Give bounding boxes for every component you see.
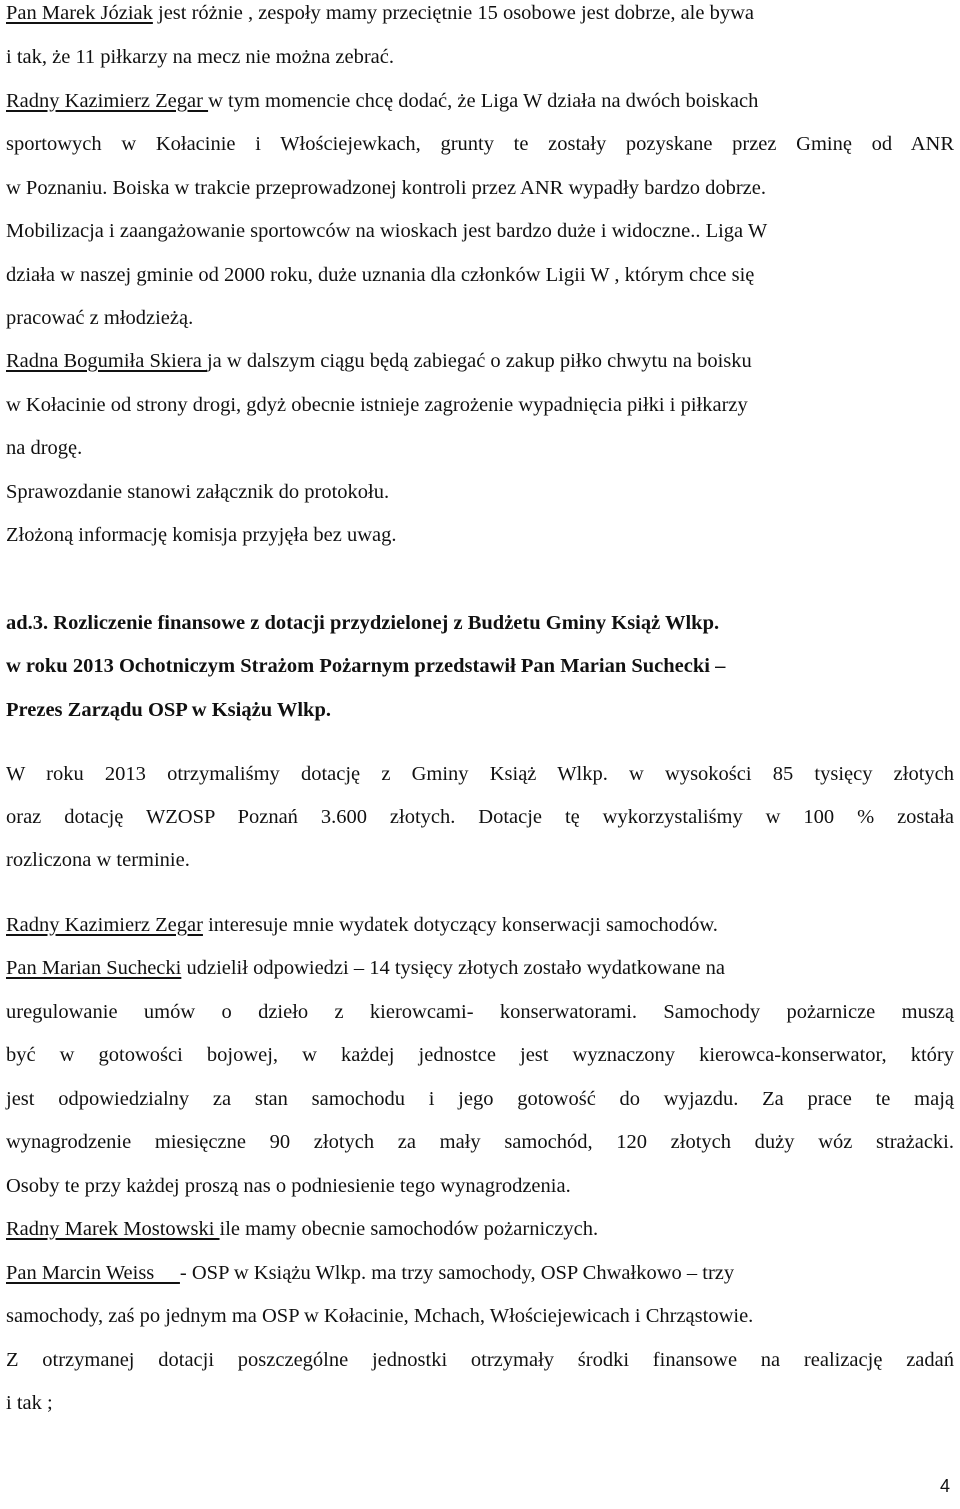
paragraph-text: jest różnie , zespoły mamy przeciętnie 15 osobowe jest dobrze, ale bywa bbox=[152, 2, 755, 24]
paragraph-line: być w gotowości bojowej, w każdej jednostce jest wyznaczony kierowca-konserwator, który bbox=[6, 1044, 954, 1066]
paragraph-line: jest odpowiedzialny za stan samochodu i jego gotowość do wyjazdu. Za prace te mają bbox=[6, 1088, 954, 1110]
paragraph-line: i tak, że 11 piłkarzy na mecz nie można zebrać. bbox=[6, 46, 394, 68]
section-heading: ad.3. Rozliczenie finansowe z dotacji przydzielonej z Budżetu Gminy Książ Wlkp. bbox=[6, 612, 720, 634]
paragraph-line: Złożoną informację komisja przyjęła bez uwag. bbox=[6, 524, 397, 546]
paragraph-text: w tym momencie chcę dodać, że Liga W działa na dwóch boiskach bbox=[208, 90, 759, 112]
paragraph-text: udzielił odpowiedzi – 14 tysięcy złotych zostało wydatkowane na bbox=[181, 957, 726, 979]
paragraph-line: i tak ; bbox=[6, 1392, 53, 1414]
speaker-name: Pan Marek Józiak bbox=[6, 2, 153, 24]
paragraph-line bbox=[6, 88, 954, 114]
speaker-name: Radny Marek Mostowski bbox=[6, 1218, 220, 1240]
paragraph-line bbox=[6, 1216, 954, 1242]
paragraph-line: uregulowanie umów o dzieło z kierowcami- konserwatorami. Samochody pożarnicze muszą bbox=[6, 1001, 954, 1023]
paragraph-text: - OSP w Książu Wlkp. ma trzy samochody, OSP Chwałkowo – trzy bbox=[179, 1262, 735, 1284]
paragraph-line: rozliczona w terminie. bbox=[6, 849, 190, 871]
paragraph-text: ja w dalszym ciągu będą zabiegać o zakup piłko chwytu na boisku bbox=[206, 350, 752, 372]
paragraph-line: samochody, zaś po jednym ma OSP w Kołacinie, Mchach, Włościejewicach i Chrząstowie. bbox=[6, 1305, 754, 1327]
paragraph-line bbox=[6, 0, 954, 26]
speaker-name: Pan Marcin Weiss bbox=[6, 1262, 180, 1284]
paragraph-line: w Kołacinie od strony drogi, gdyż obecnie istnieje zagrożenie wypadnięcia piłki i piłkarzy bbox=[6, 394, 748, 416]
paragraph-line bbox=[6, 1260, 954, 1286]
paragraph-line: na drogę. bbox=[6, 437, 83, 459]
paragraph-line: w Poznaniu. Boiska w trakcie przeprowadzonej kontroli przez ANR wypadły bardzo dobrze. bbox=[6, 177, 766, 199]
paragraph-line: Osoby te przy każdej proszą nas o podniesienie tego wynagrodzenia. bbox=[6, 1175, 571, 1197]
speaker-name: Radna Bogumiła Skiera bbox=[6, 350, 207, 372]
paragraph-line: sportowych w Kołacinie i Włościejewkach, grunty te zostały pozyskane przez Gminę od ANR bbox=[6, 133, 954, 155]
paragraph-line: pracować z młodzieżą. bbox=[6, 307, 194, 329]
paragraph-line: Sprawozdanie stanowi załącznik do protokołu. bbox=[6, 481, 390, 503]
section-heading: Prezes Zarządu OSP w Książu Wlkp. bbox=[6, 699, 331, 721]
speaker-name: Radny Kazimierz Zegar bbox=[6, 914, 203, 936]
paragraph-text: ile mamy obecnie samochodów pożarniczych. bbox=[219, 1218, 599, 1240]
page-number: 4 bbox=[939, 1476, 950, 1496]
paragraph-line: wynagrodzenie miesięczne 90 złotych za mały samochód, 120 złotych duży wóz strażacki. bbox=[6, 1131, 954, 1153]
paragraph-line: W roku 2013 otrzymaliśmy dotację z Gminy Książ Wlkp. w wysokości 85 tysięcy złotych bbox=[6, 763, 954, 785]
paragraph-line bbox=[6, 348, 954, 374]
paragraph-line bbox=[6, 955, 954, 981]
paragraph-text: interesuje mnie wydatek dotyczący konserwacji samochodów. bbox=[202, 914, 718, 936]
paragraph-line: działa w naszej gminie od 2000 roku, duże uznania dla członków Ligii W , którym chce się bbox=[6, 264, 755, 286]
paragraph-line: oraz dotację WZOSP Poznań 3.600 złotych. Dotacje tę wykorzystaliśmy w 100 % została bbox=[6, 806, 954, 828]
paragraph-line: Z otrzymanej dotacji poszczególne jednostki otrzymały środki finansowe na realizację zadań bbox=[6, 1349, 954, 1371]
paragraph-line bbox=[6, 912, 954, 938]
speaker-name: Radny Kazimierz Zegar bbox=[6, 90, 209, 112]
speaker-name: Pan Marian Suchecki bbox=[6, 957, 182, 979]
paragraph-line: Mobilizacja i zaangażowanie sportowców na wioskach jest bardzo duże i widoczne.. Liga W bbox=[6, 220, 768, 242]
section-heading: w roku 2013 Ochotniczym Strażom Pożarnym przedstawił Pan Marian Suchecki – bbox=[6, 655, 726, 677]
